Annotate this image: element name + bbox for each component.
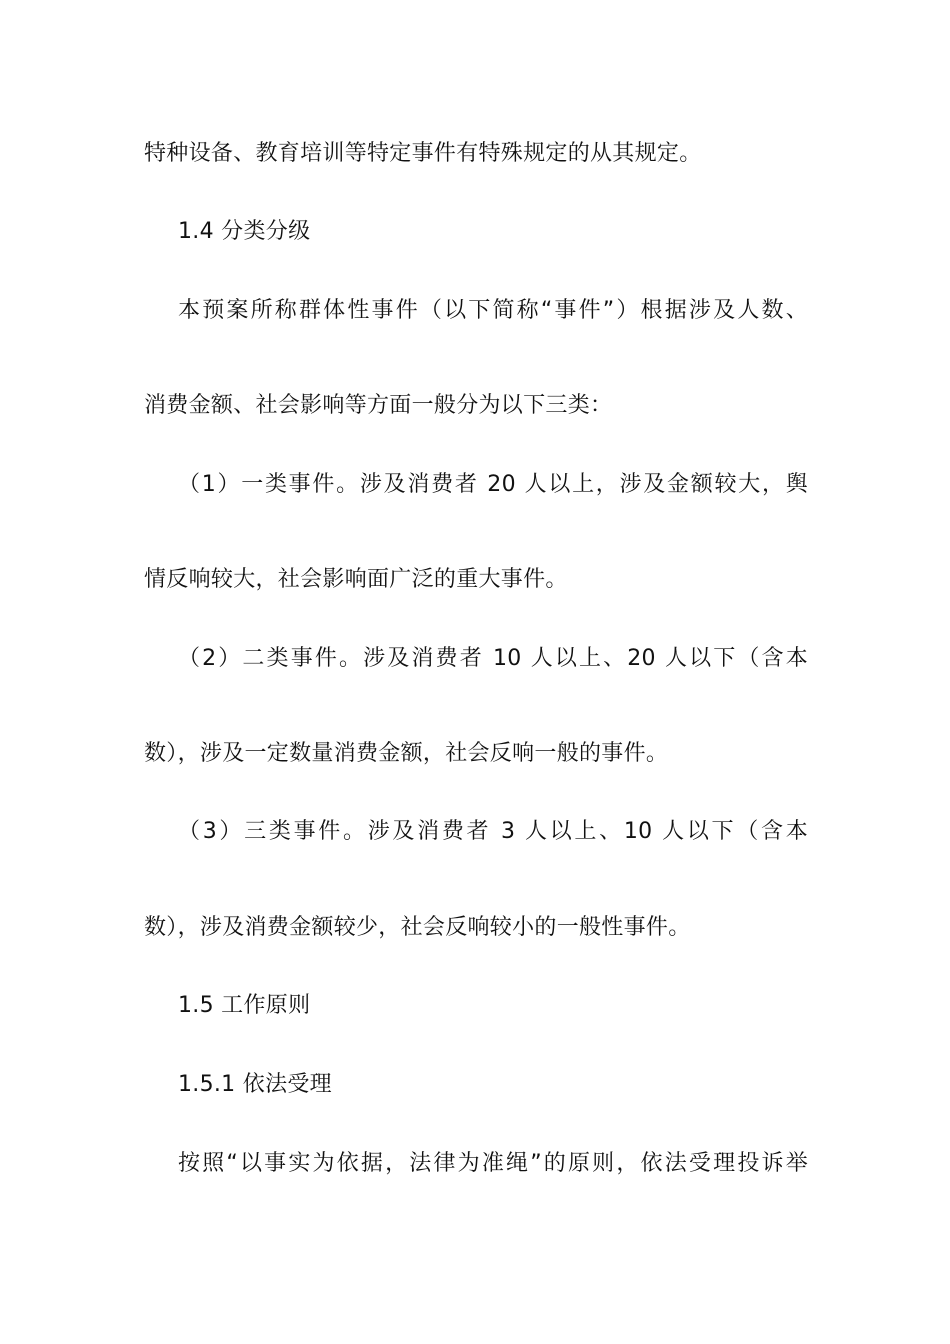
paragraph-line: 消费金额、社会影响等方面一般分为以下三类： [144,393,613,418]
section-heading: 1.5 工作原则 [178,993,311,1018]
subsection-heading: 1.5.1 依法受理 [178,1072,332,1097]
list-item-line: 数），涉及一定数量消费金额，社会反响一般的事件。 [144,741,669,766]
section-heading: 1.4 分类分级 [178,219,311,244]
list-item-line: （3）三类事件。涉及消费者 3 人以上、10 人以下（含本 [178,819,808,844]
list-item-line: 数），涉及消费金额较少，社会反响较小的一般性事件。 [144,915,691,940]
list-item-line: （2）二类事件。涉及消费者 10 人以上、20 人以下（含本 [178,646,808,671]
paragraph-line: 本预案所称群体性事件（以下简称“事件”）根据涉及人数、 [178,298,808,323]
paragraph-line: 特种设备、教育培训等特定事件有特殊规定的从其规定。 [144,141,702,166]
list-item-line: 情反响较大，社会影响面广泛的重大事件。 [144,567,568,592]
paragraph-line: 按照“以事实为依据，法律为准绳”的原则，依法受理投诉举 [178,1151,808,1176]
list-item-line: （1）一类事件。涉及消费者 20 人以上，涉及金额较大，舆 [178,472,808,497]
